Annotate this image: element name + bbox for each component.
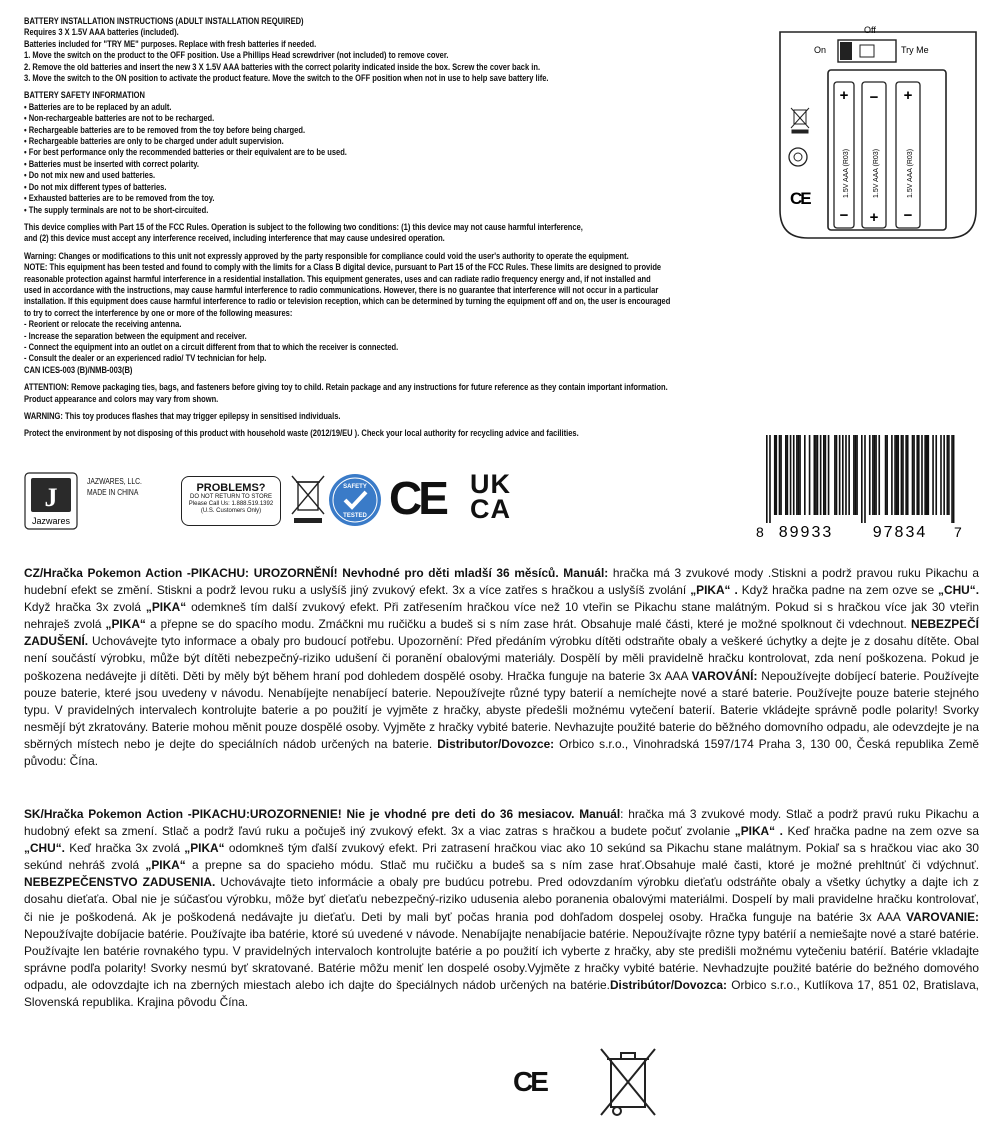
barcode-bar: [798, 435, 800, 515]
safety-title: BATTERY SAFETY INFORMATION: [24, 90, 145, 101]
warning-line: NOTE: This equipment has been tested and found to comply with the limits for a Class B digital device, pursuant to Part 15 of the FCC Rules. These limits are designed to provide: [24, 262, 662, 273]
barcode-bar: [916, 435, 918, 515]
barcode-bar: [948, 435, 950, 515]
bold-run: „CHU“.: [938, 583, 980, 598]
text-run: Když hračka 3x zvolá: [24, 600, 146, 615]
measure-line: CAN ICES-003 (B)/NMB-003(B): [24, 364, 133, 375]
bold-run: SK/Hračka Pokemon Action -PIKACHU:UROZORNENIE! Nie je vhodné pre deti do 36 mesiacov. Manuál: [24, 807, 621, 821]
text-run: Když hračka padne na zem ozve se: [737, 583, 939, 598]
barcode-bar: [779, 435, 781, 515]
jazwares-logo: [24, 472, 78, 530]
warning-line: used in accordance with the instructions, may cause harmful interference to radio communications. However, there is no guarantee that interference will not occur in a particular: [24, 284, 659, 295]
barcode-bar: [913, 435, 915, 515]
safety-line: • Non-rechargeable batteries are not to be recharged.: [24, 113, 215, 124]
safety-line: • Batteries must be inserted with correct polarity.: [24, 158, 199, 169]
barcode-bar: [855, 435, 857, 515]
bold-run: Distributor/Dovozce:: [437, 736, 555, 751]
barcode-bar: [845, 435, 847, 515]
bold-run: „PIKA“: [145, 600, 187, 615]
barcode-bar: [875, 435, 877, 515]
warning-line: reasonable protection against harmful interference in a residential installation. This equipment generates, uses and can radiate radio frequency energy and, if not installed and: [24, 273, 651, 284]
barcode-bar: [874, 435, 876, 515]
safety-top-label: SAFETY: [343, 484, 367, 490]
barcode-bar: [799, 435, 801, 515]
weee-bin-icon: [290, 474, 326, 526]
battery-plus: +: [869, 209, 879, 226]
battery-label: 1.5V AAA (R03): [907, 148, 914, 198]
barcode-bar: [766, 435, 768, 523]
barcode-bar: [856, 435, 858, 515]
barcode-bar: [896, 435, 898, 515]
barcode-bar: [926, 435, 928, 515]
barcode-bar: [836, 435, 838, 515]
barcode-digits-left: 89933: [778, 524, 834, 541]
bottom-ce-mark: CE: [513, 1066, 546, 1097]
battery-compartment-diagram: [778, 20, 978, 242]
bold-run: NEBEZPEČENSTVO ZADUSENIA.: [24, 875, 216, 890]
bold-run: „PIKA“ .: [734, 824, 783, 839]
barcode-bar: [793, 435, 795, 515]
text-run: Nepoužívejte dobíjecí baterie. Používejte pouze baterie, které jsou uvedeny v návodu. Nenabíjejte nenabíjecí baterie. Nepoužívejte různé typy baterií a nemíchejte nové a staré baterie. Používejte pouze baterie stejného typu. V pravidelných intervalech kontrolujte baterie a po použití je vyjměte z hračky, abyste předešli možnému vytečení baterií. Baterie vkládejte správně podle polarity! Svorky nesmějí být zkratovány. Baterie mohou měnit pouze dospělé osoby. Vyjměte z hračky vybité baterie. Nevhazujte použité baterie do běžného domovního odpadu, ale odevzdejte je na sběrných místech nebo je dejte do speciálních nádob určených na baterie.: [24, 668, 980, 751]
barcode-bar: [815, 435, 817, 515]
diagram-ce-mark: CE: [790, 189, 810, 208]
battery-minus: −: [839, 207, 849, 224]
battery-minus: −: [903, 207, 913, 224]
company-name: JAZWARES, LLC.: [87, 477, 142, 486]
warning-line: to try to correct the interference by one or more of the following measures:: [24, 307, 293, 318]
barcode: [756, 433, 966, 543]
bottom-weee-bin-icon: [597, 1045, 659, 1123]
text-run: Orbico s.r.o., Vinohradská 1597/174 Praha 3, 130 00, Česká republika Země původu: Čína.: [24, 736, 979, 769]
install-line: 3. Move the switch to the ON position to activate the product feature. Move the switch to the OFF position when not in use to help save battery life.: [24, 73, 549, 84]
safety-tested-seal: [328, 470, 382, 530]
barcode-bar: [935, 435, 937, 515]
install-line: 2. Remove the old batteries and insert the new 3 X 1.5V AAA batteries with the correct polarity indicated inside the box. Screw the cover back in.: [24, 61, 541, 72]
measure-line: - Connect the equipment into an outlet on a circuit different from that to which the receiver is connected.: [24, 341, 399, 352]
barcode-bar: [861, 435, 863, 523]
safety-line: • Rechargeable batteries are only to be charged under adult supervision.: [24, 136, 284, 147]
bold-run: VAROVÁNÍ:: [691, 668, 758, 683]
barcode-bar: [864, 435, 866, 523]
problems-line: DO NOT RETURN TO STORE: [190, 494, 272, 500]
safety-bottom-label: TESTED: [343, 513, 367, 519]
safety-line: • For best performance only the recommended batteries or their equivalent are to be used.: [24, 147, 347, 158]
bold-run: „CHU“.: [24, 841, 65, 856]
barcode-bar: [804, 435, 806, 515]
battery-slot-3: [896, 82, 920, 228]
barcode-bar: [901, 435, 903, 515]
problems-line: (U.S. Customers Only): [200, 508, 262, 514]
text-run: Uchovávejte tyto informace a obaly pro budoucí potřebu. Upozornění: Před předáním výrobku dítěti odstraňte obaly a veškeré úchytky a dejte je z dosahu dítěte. Obal není součástí výrobku, může být dítěti nebezpečný-riziko udušení či poranění obalovými materiály. Dospělí by měli pravidelně hračku kontrolovat, zda není poškozena. Pokud je poškozena nedávejte ji dítěti. Děti by měly být během hraní pod dohledem dospělé osoby. Hračka funguje na baterie 3x AAA: [24, 634, 979, 683]
battery-slot-2: [862, 82, 886, 228]
text-run: odomkneš tým ďalší zvukový efekt. Pri zatrasení hračkou viac ako 10 sekúnd sa Pikachu stane malátnym. Pokiaľ sa s hračkou viac ako 30 sekúnd nehráš zvolá: [24, 841, 979, 873]
barcode-bar: [774, 435, 776, 515]
battery-plus: +: [903, 87, 913, 104]
measure-line: - Consult the dealer or an experienced radio/ TV technician for help.: [24, 353, 267, 364]
barcode-bar: [780, 435, 782, 515]
barcode-bar: [828, 435, 830, 515]
battery-slot-1: [834, 82, 854, 228]
barcode-bar: [905, 435, 907, 515]
company-info: [87, 476, 142, 498]
barcode-bar: [790, 435, 792, 515]
bold-run: „PIKA“: [145, 858, 186, 873]
bold-run: CZ/Hračka Pokemon Action -PIKACHU: UROZORNĚNÍ! Nevhodné pro děti mladší 36 měsíců. Manuál:: [24, 566, 609, 580]
english-instructions: [24, 16, 671, 440]
install-line: 1. Move the switch on the product to the OFF position. Use a Phillips Head screwdriver (not included) to remove cover.: [24, 50, 449, 61]
ukca-bottom: CA: [470, 494, 511, 524]
jazwares-letter: J: [44, 483, 58, 512]
safety-line: • Do not mix different types of batteries.: [24, 181, 167, 192]
warning-line: Warning: Changes or modifications to this unit not expressly approved by the party responsible for compliance could void the user's authority to operate the equipment.: [24, 250, 629, 261]
barcode-bar: [869, 435, 871, 515]
switch-try-label: Try Me: [901, 45, 929, 55]
barcode-bar: [848, 435, 850, 515]
logo-row: [24, 470, 544, 530]
bold-run: „PIKA“: [105, 617, 146, 632]
barcode-bar: [921, 435, 923, 515]
install-title: BATTERY INSTALLATION INSTRUCTIONS (ADULT INSTALLATION REQUIRED): [24, 16, 304, 26]
switch-on-label: On: [814, 45, 827, 55]
warning-line: installation. If this equipment does cause harmful interference to radio or television reception, which can be determined by turning the equipment off and on, the user is encouraged: [24, 296, 671, 307]
barcode-bar: [809, 435, 811, 515]
barcode-bar: [928, 435, 930, 515]
safety-line: • Batteries are to be replaced by an adult.: [24, 101, 172, 112]
barcode-bar: [924, 435, 926, 515]
battery-label: 1.5V AAA (R03): [843, 148, 850, 198]
environment-notice: Protect the environment by not disposing of this product with household waste (2012/19/EU ). Check your local authority for recycling advice and facilities.: [24, 428, 579, 439]
barcode-bar: [817, 435, 819, 515]
barcode-bar: [953, 435, 955, 523]
attention-line: Product appearance and colors may vary from shown.: [24, 393, 219, 404]
text-run: Keď hračka padne na zem ozve sa: [782, 824, 979, 839]
ukca-top: UK: [470, 469, 511, 499]
barcode-bar: [776, 435, 778, 515]
install-line: Batteries included for "TRY ME" purposes. Replace with fresh batteries if needed.: [24, 38, 317, 49]
problems-title: PROBLEMS?: [196, 482, 266, 494]
bold-run: „PIKA“: [184, 841, 225, 856]
problems-line: Please Call Us: 1.888.519.1392: [188, 501, 274, 507]
fcc-line: This device complies with Part 15 of the FCC Rules. Operation is subject to the following two conditions: (1) this device may not cause harmful interference,: [24, 221, 583, 232]
barcode-bar: [886, 435, 888, 515]
bold-run: „PIKA“ .: [690, 583, 738, 598]
barcode-bar: [820, 435, 822, 515]
barcode-bar: [932, 435, 934, 515]
safety-line: • Do not mix new and used batteries.: [24, 170, 156, 181]
battery-minus: −: [869, 89, 879, 106]
barcode-bar: [787, 435, 789, 515]
barcode-bar: [878, 435, 880, 515]
barcode-bar: [894, 435, 896, 515]
switch-off-label: Off: [864, 25, 876, 35]
fcc-line: and (2) this device must accept any interference received, including interference that may cause undesired operation.: [24, 233, 445, 244]
barcode-bar: [940, 435, 942, 515]
install-line: Requires 3 X 1.5V AAA batteries (included).: [24, 27, 179, 38]
barcode-bars: [766, 435, 954, 523]
barcode-bar: [814, 435, 816, 515]
bold-run: Distribútor/Dovozca:: [609, 977, 727, 992]
czech-paragraph: [24, 565, 979, 770]
barcode-bar: [943, 435, 945, 515]
text-run: a přepne se do spacího modu. Zmáčkni mu ručičku a budeš si s ním zase hrát. Obsahuje malé části, které je možné spolknout či vdechnout.: [145, 617, 911, 632]
barcode-bar: [897, 435, 899, 515]
barcode-bar: [785, 435, 787, 515]
barcode-bar: [796, 435, 798, 515]
barcode-bar: [834, 435, 836, 515]
ukca-mark: [470, 469, 511, 524]
bold-run: NEBEZPEČÍ ZADUŠENÍ.: [24, 617, 979, 649]
safety-line: • The supply terminals are not to be short-circuited.: [24, 204, 209, 215]
barcode-digit-first: 8: [756, 524, 764, 540]
barcode-bar: [891, 435, 893, 515]
made-in: MADE IN CHINA: [87, 488, 139, 497]
barcode-bar: [853, 435, 855, 515]
czech-instructions: [24, 565, 979, 770]
barcode-bar: [769, 435, 771, 523]
ce-mark: CE: [389, 472, 445, 524]
slovak-instructions: [24, 806, 979, 1011]
problems-box: [181, 476, 281, 526]
barcode-bar: [872, 435, 874, 515]
text-run: a prepne sa do spacieho módu. Stlač mu ručičku a budeš sa s ním zase hrať.Obsahuje malé časti, ktoré je možné prehltnúť či vdýchnuť.: [185, 858, 980, 873]
text-run: Nepoužívajte dobíjacie batérie. Používajte iba batérie, ktoré sú uvedené v návode. Nenabíjajte nenabíjacie batérie. Nepoužívajte rôzne typy batérií a nemiešajte nové a staré batérie. Používajte len batérie rovnakého typu. V pravidelných intervaloch kontrolujte batérie a po použití ich vyberte z hračky, aby ste predišli možnému vytečeniu batérií. Batérie vkladajte správne podľa polarity! Svorky nesmú byť skratované. Batérie môžu meniť len dospelé osoby.Vyjměte z hračky vybité batérie. Nevhadzujte použité batérie do bežného domového odpadu, ale odovzdajte ich na zberných miestach alebo ich dajte do špeciálnych nádob určených na batérie.: [24, 926, 979, 992]
safety-line: • Exhausted batteries are to be removed from the toy.: [24, 193, 215, 204]
barcode-digit-last: 7: [954, 524, 962, 540]
barcode-bar: [918, 435, 920, 515]
barcode-bar: [907, 435, 909, 515]
barcode-bar: [951, 435, 953, 523]
battery-label: 1.5V AAA (R03): [873, 148, 880, 198]
text-run: : hračka má 3 zvukové mody. Stlač a podrž pravú ruku Pikachu a hudobný efekt sa zmení. Stlač a podrž ľavú ruku a počuješ iný zvukový efekt. 3x a viac zatras s hračkou a budete počuť zvolanie: [24, 807, 980, 839]
bold-run: VAROVANIE:: [906, 909, 979, 924]
barcode-bar: [885, 435, 887, 515]
barcode-bar: [842, 435, 844, 515]
measure-line: - Reorient or relocate the receiving antenna.: [24, 319, 182, 330]
text-run: Keď hračka 3x zvolá: [64, 841, 185, 856]
barcode-bar: [839, 435, 841, 515]
safety-line: • Rechargeable batteries are to be removed from the toy before being charged.: [24, 124, 306, 135]
epilepsy-warning: WARNING: This toy produces flashes that may trigger epilepsy in sensitised individuals.: [24, 411, 341, 421]
text-run: Uchovávajte tieto informácie a obaly pre budúcu potrebu. Pred odovzdaním výrobku dieťaťu odstráňte obaly a všetky úchytky a dajte ich z dosahu dieťaťa. Obal nie je súčasťou výrobku, môže byť dieťaťu nebezpečný-riziko udusenia alebo poranenia obalovými materiálmi. Dospelí by mali pravidelne hračku kontrolovať, či nie je poškodená. Ak je poškodená nedávajte ju dieťaťu. Deti by mali byť počas hrania pod dohľadom dospelej osoby. Hračka funguje na batérie 3x AAA: [24, 875, 979, 924]
barcode-bar: [947, 435, 949, 515]
battery-plus: +: [839, 87, 849, 104]
attention-line: ATTENTION: Remove packaging ties, bags, and fasteners before giving toy to child. Retain package and any instructions for future reference as they contain important information.: [24, 382, 668, 393]
barcode-bar: [825, 435, 827, 515]
measure-line: - Increase the separation between the equipment and receiver.: [24, 330, 247, 341]
barcode-digits-right: 97834: [872, 524, 928, 541]
slovak-paragraph: [24, 806, 979, 1011]
text-run: Orbico s.r.o., Kutlíkova 17, 851 02, Bratislava, Slovenská republika. Krajina pôvodu Čína.: [24, 977, 979, 1010]
barcode-bar: [823, 435, 825, 515]
barcode-bar: [902, 435, 904, 515]
text-run: hračka má 3 zvukové mody .Stiskni a podrž pravou ruku Pikachu a hudební efekt se změní. Stiskni a podrž levou ruku a uslyšíš jiný zvukový efekt. 3x a více zatřes s hračkou a uslyšíš zvolání: [24, 566, 980, 598]
text-run: odemkneš tím další zvukový efekt. Při zatřesením hračkou více než 10 vteřin se Pikachu stane malátným. Pokud si s hračkou více jak 30 vteřin nehraješ zvolá: [24, 600, 979, 632]
barcode-bar: [912, 435, 914, 515]
jazwares-name: Jazwares: [31, 516, 71, 526]
